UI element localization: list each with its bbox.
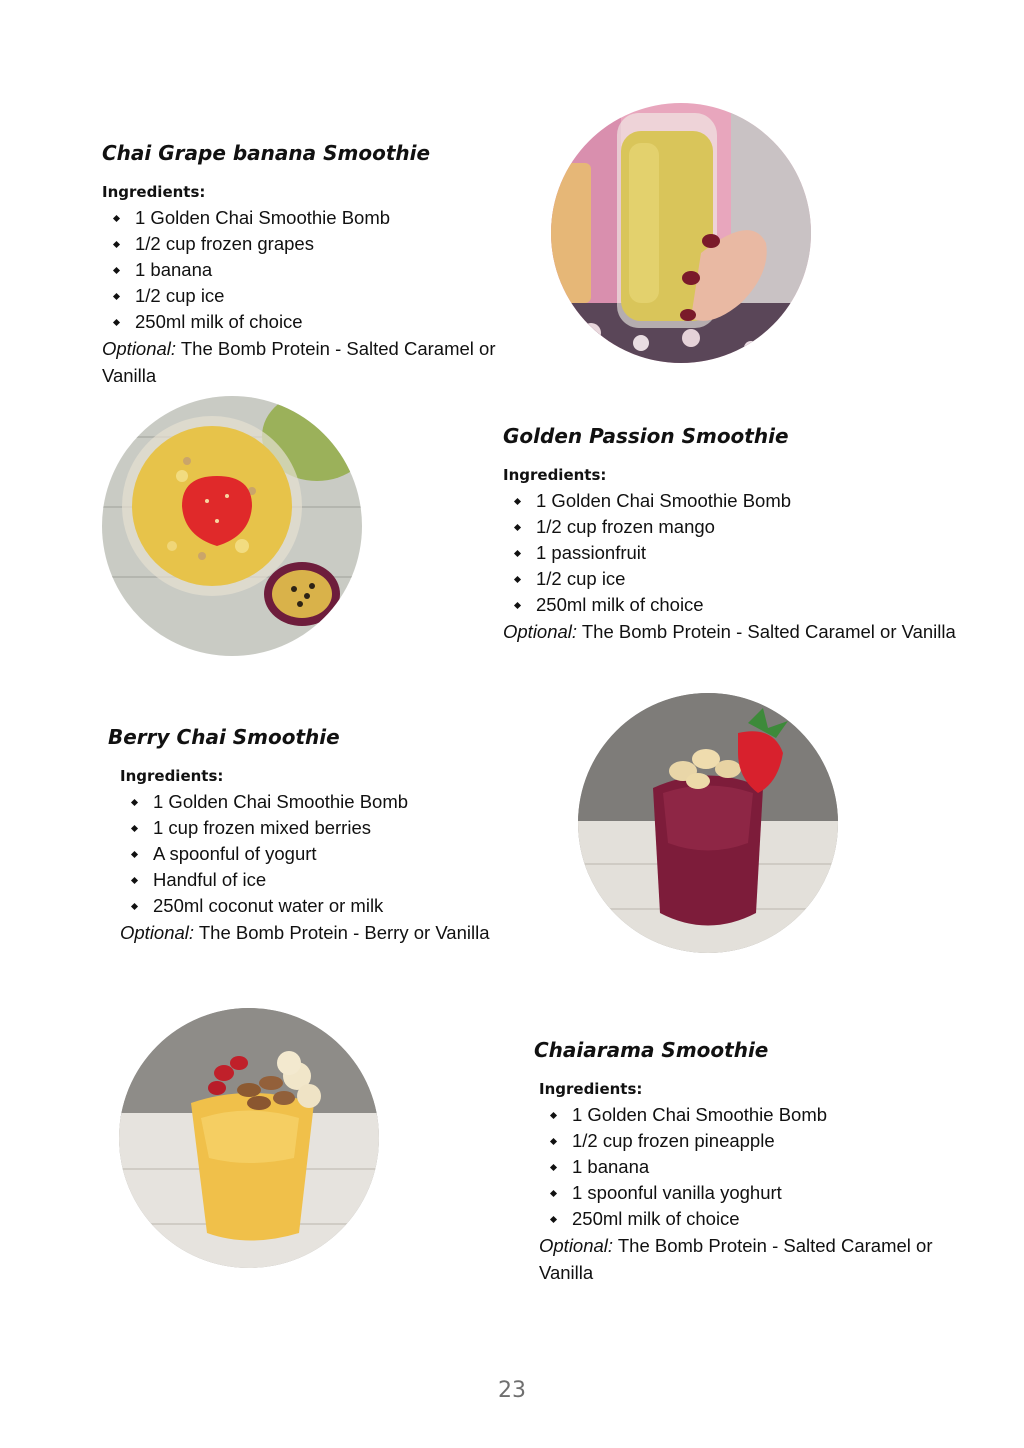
optional-text: The Bomb Protein - Berry or Vanilla — [194, 922, 490, 943]
ingredient-item: 250ml milk of choice — [102, 309, 532, 335]
ingredient-item: 1 banana — [539, 1154, 974, 1180]
recipe-chai-grape-banana — [102, 141, 532, 389]
recipe-chaiarama — [534, 1038, 974, 1286]
recipe-title: Chai Grape banana Smoothie — [102, 141, 431, 165]
ingredient-item: 1 spoonful vanilla yoghurt — [539, 1180, 974, 1206]
optional-text: The Bomb Protein - Salted Caramel or Vanilla — [539, 1235, 933, 1283]
recipe-body — [108, 767, 548, 946]
optional-label: Optional: — [539, 1235, 614, 1256]
ingredients-label: Ingredients: — [503, 466, 607, 484]
optional-label: Optional: — [120, 922, 195, 943]
ingredient-item: 1 Golden Chai Smoothie Bomb — [120, 789, 548, 815]
photo-golden-passion-smoothie — [102, 396, 362, 656]
optional-note — [539, 1232, 974, 1286]
ingredient-item: 1 banana — [102, 257, 532, 283]
ingredients-list — [503, 488, 963, 618]
ingredients-list — [120, 789, 548, 919]
optional-label: Optional: — [102, 338, 177, 359]
ingredient-item: 1 Golden Chai Smoothie Bomb — [102, 205, 532, 231]
recipe-title: Golden Passion Smoothie — [503, 424, 789, 448]
ingredient-item: 1 Golden Chai Smoothie Bomb — [503, 488, 963, 514]
ingredient-item: 1/2 cup ice — [503, 566, 963, 592]
ingredient-item: 1/2 cup frozen mango — [503, 514, 963, 540]
recipe-golden-passion — [503, 424, 963, 645]
optional-note — [503, 618, 963, 645]
photo-chai-grape-banana-smoothie — [551, 103, 811, 363]
ingredient-item: 250ml coconut water or milk — [120, 893, 548, 919]
optional-label: Optional: — [503, 621, 578, 642]
ingredient-item: 1/2 cup ice — [102, 283, 532, 309]
ingredient-item: 250ml milk of choice — [503, 592, 963, 618]
ingredient-item: 1 passionfruit — [503, 540, 963, 566]
ingredients-label: Ingredients: — [539, 1080, 643, 1098]
recipe-title: Chaiarama Smoothie — [534, 1038, 769, 1062]
optional-note — [102, 335, 532, 389]
ingredient-item: 1/2 cup frozen grapes — [102, 231, 532, 257]
ingredient-item: 1 Golden Chai Smoothie Bomb — [539, 1102, 974, 1128]
ingredients-list — [539, 1102, 974, 1232]
ingredients-list — [102, 205, 532, 335]
page-number: 23 — [498, 1378, 526, 1403]
photo-chaiarama-smoothie — [119, 1008, 379, 1268]
ingredient-item: 250ml milk of choice — [539, 1206, 974, 1232]
optional-text: The Bomb Protein - Salted Caramel or Vanilla — [577, 621, 956, 642]
ingredients-label: Ingredients: — [120, 767, 224, 785]
ingredient-item: Handful of ice — [120, 867, 548, 893]
recipe-body — [534, 1080, 974, 1286]
optional-note — [120, 919, 548, 946]
recipe-title: Berry Chai Smoothie — [108, 725, 340, 749]
ingredients-label: Ingredients: — [102, 183, 206, 201]
ingredient-item: A spoonful of yogurt — [120, 841, 548, 867]
ingredient-item: 1 cup frozen mixed berries — [120, 815, 548, 841]
photo-berry-chai-smoothie — [578, 693, 838, 953]
ingredient-item: 1/2 cup frozen pineapple — [539, 1128, 974, 1154]
optional-text: The Bomb Protein - Salted Caramel or Vanilla — [102, 338, 496, 386]
recipe-berry-chai — [108, 725, 548, 946]
